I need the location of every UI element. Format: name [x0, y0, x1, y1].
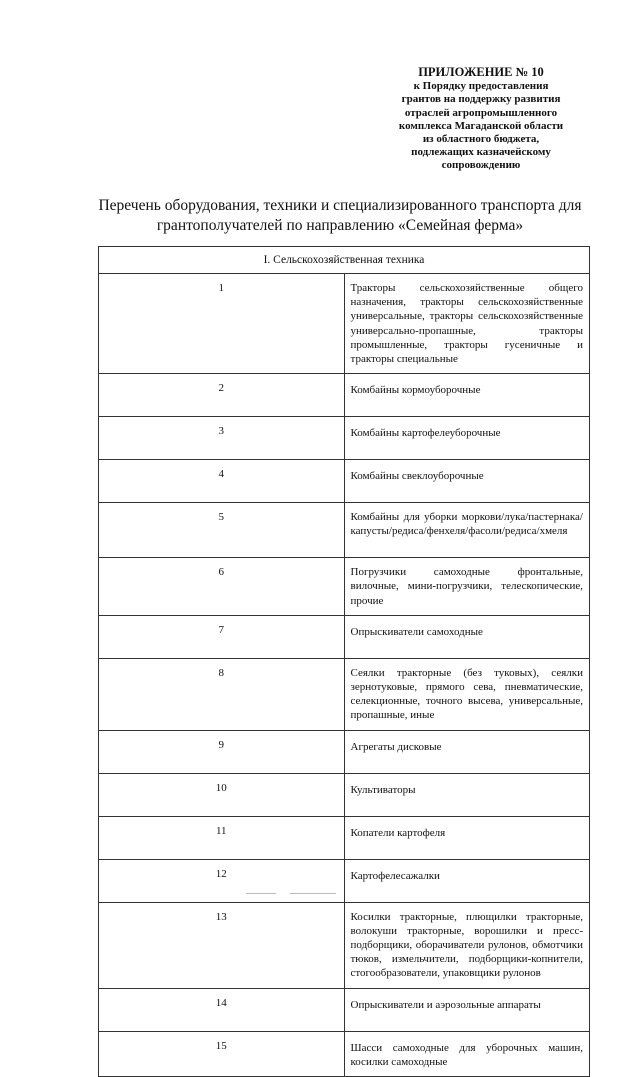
- appendix-line: отраслей агропромышленного: [404, 106, 558, 119]
- appendix-number: ПРИЛОЖЕНИЕ № 10: [418, 65, 544, 79]
- row-number: 1: [99, 274, 345, 374]
- table-row: [99, 773, 590, 816]
- row-text: Культиваторы: [344, 773, 590, 816]
- row-number: 14: [99, 988, 345, 1031]
- appendix-line: из областного бюджета,: [422, 133, 540, 146]
- row-text: Шасси самоходные для уборочных машин, косилки самоходные: [344, 1031, 590, 1076]
- table-row: [99, 503, 590, 558]
- row-text: Сеялки тракторные (без туковых), сеялки зернотуковые, прямого сева, пневматические, селекционные, точного высева, универсальные, пропашные, иные: [344, 658, 590, 730]
- row-text: Картофелесажалки: [344, 859, 590, 902]
- appendix-line: грантов на поддержку развития: [401, 93, 561, 106]
- row-number: 9: [99, 730, 345, 773]
- appendix-line: к Порядку предоставления: [413, 80, 549, 93]
- row-number: 13: [99, 902, 345, 988]
- table-row: [99, 417, 590, 460]
- row-number: 5: [99, 503, 345, 558]
- table-row: [99, 859, 590, 902]
- appendix-line: подлежащих казначейскому: [411, 146, 551, 159]
- title-line: Перечень оборудования, техники и специализированного транспорта для: [98, 197, 582, 214]
- section-heading: I. Сельскохозяйственная техника: [99, 247, 590, 274]
- table-row: [99, 374, 590, 417]
- row-number: 15: [99, 1031, 345, 1076]
- title-line: грантополучателей по направлению «Семейная ферма»: [156, 217, 524, 234]
- table-row: [99, 274, 590, 374]
- row-text: Комбайны свеклоуборочные: [344, 460, 590, 503]
- table-row: [99, 816, 590, 859]
- table-row: [99, 1031, 590, 1076]
- appendix-header: [372, 66, 590, 173]
- row-number: 8: [99, 658, 345, 730]
- table-row: [99, 902, 590, 988]
- appendix-line: сопровождению: [441, 159, 521, 172]
- row-text: Комбайны кормоуборочные: [344, 374, 590, 417]
- row-text: Комбайны для уборки моркови/лука/пастернака/капусты/редиса/фенхеля/фасоли/редиса/хмеля: [344, 503, 590, 558]
- row-number: 7: [99, 615, 345, 658]
- row-number: 10: [99, 773, 345, 816]
- table-row: [99, 615, 590, 658]
- table-row: [99, 988, 590, 1031]
- appendix-line: комплекса Магаданской области: [398, 119, 564, 132]
- row-text: Опрыскиватели самоходные: [344, 615, 590, 658]
- row-text: Копатели картофеля: [344, 816, 590, 859]
- equipment-table: [98, 246, 590, 1077]
- row-number: 3: [99, 417, 345, 460]
- row-text: Агрегаты дисковые: [344, 730, 590, 773]
- scan-artifact: [246, 893, 276, 894]
- row-number: 6: [99, 558, 345, 616]
- table-row: [99, 558, 590, 616]
- document-title: [80, 196, 600, 236]
- scan-artifact: [290, 893, 336, 894]
- row-number: 11: [99, 816, 345, 859]
- table-row: [99, 658, 590, 730]
- table-row: [99, 460, 590, 503]
- row-text: Погрузчики самоходные фронтальные, вилочные, мини-погрузчики, телескопические, прочие: [344, 558, 590, 616]
- table-row: [99, 730, 590, 773]
- row-number: 12: [99, 859, 345, 902]
- row-number: 4: [99, 460, 345, 503]
- row-text: Тракторы сельскохозяйственные общего назначения, тракторы сельскохозяйственные универсальные, тракторы сельскохозяйственные универсально-пропашные, тракторы промышленные, тракторы гусеничные и тракторы специальные: [344, 274, 590, 374]
- row-text: Опрыскиватели и аэрозольные аппараты: [344, 988, 590, 1031]
- row-text: Косилки тракторные, плющилки тракторные, волокуши тракторные, ворошилки и пресс-подборщики, оборачиватели рулонов, обмотчики тюков, измельчители, подборщики-копнители, стогообразователи, упаковщики рулонов: [344, 902, 590, 988]
- row-text: Комбайны картофелеуборочные: [344, 417, 590, 460]
- row-number: 2: [99, 374, 345, 417]
